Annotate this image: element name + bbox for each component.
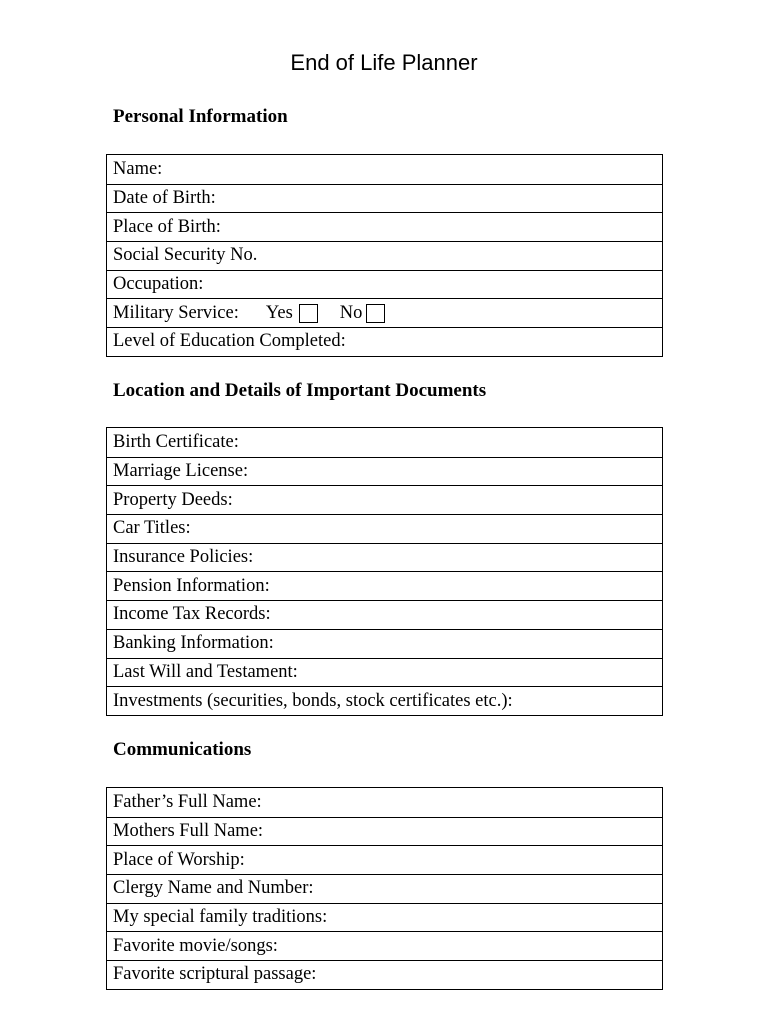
field-label: Name: — [113, 158, 163, 179]
field-income-tax-records[interactable] — [107, 600, 662, 629]
field-occupation[interactable] — [107, 270, 662, 299]
field-label: Pension Information: — [113, 575, 270, 596]
field-label: Father’s Full Name: — [113, 791, 262, 812]
field-label: Military Service: — [113, 302, 239, 323]
page-title: End of Life Planner — [290, 50, 478, 75]
field-favorite-movie-songs[interactable] — [107, 931, 662, 960]
field-family-traditions[interactable] — [107, 903, 662, 932]
field-label: Level of Education Completed: — [113, 331, 346, 352]
field-pension-information[interactable] — [107, 571, 662, 600]
field-label: Clergy Name and Number: — [113, 878, 314, 899]
field-social-security-no[interactable] — [107, 241, 662, 270]
field-favorite-scriptural-passage[interactable] — [107, 960, 662, 989]
military-no-label: No — [339, 302, 363, 323]
field-label: Property Deeds: — [113, 489, 233, 510]
field-label: Place of Birth: — [113, 216, 221, 237]
field-banking-information[interactable] — [107, 629, 662, 658]
field-label: Occupation: — [113, 274, 204, 295]
field-property-deeds[interactable] — [107, 485, 662, 514]
field-mothers-full-name[interactable] — [107, 817, 662, 846]
field-label: Banking Information: — [113, 633, 274, 654]
military-yes-checkbox[interactable] — [299, 304, 318, 323]
field-label: Date of Birth: — [113, 188, 216, 209]
field-label: Car Titles: — [113, 518, 191, 539]
field-clergy-name-number[interactable] — [107, 874, 662, 903]
field-insurance-policies[interactable] — [107, 543, 662, 572]
field-label: Income Tax Records: — [113, 604, 271, 625]
field-car-titles[interactable] — [107, 514, 662, 543]
field-label: Last Will and Testament: — [113, 661, 298, 682]
section-heading-personal-information: Personal Information — [113, 106, 288, 127]
field-label: Favorite scriptural passage: — [113, 964, 317, 985]
field-label: Favorite movie/songs: — [113, 935, 278, 956]
field-label: Social Security No. — [113, 245, 258, 266]
field-name[interactable] — [107, 155, 662, 184]
field-label: Insurance Policies: — [113, 547, 254, 568]
field-investments[interactable] — [107, 686, 662, 715]
important-documents-table — [106, 427, 663, 716]
field-military-service — [107, 298, 662, 327]
field-fathers-full-name[interactable] — [107, 788, 662, 817]
field-marriage-license[interactable] — [107, 457, 662, 486]
communications-table — [106, 787, 663, 990]
military-no-checkbox[interactable] — [366, 304, 385, 323]
field-birth-certificate[interactable] — [107, 428, 662, 457]
field-level-of-education[interactable] — [107, 327, 662, 356]
field-label: Mothers Full Name: — [113, 821, 264, 842]
military-yes-label: Yes — [265, 302, 293, 323]
section-heading-communications: Communications — [113, 739, 252, 760]
field-label: My special family traditions: — [113, 907, 328, 928]
personal-information-table — [106, 154, 663, 357]
field-last-will[interactable] — [107, 658, 662, 687]
field-label: Birth Certificate: — [113, 431, 239, 452]
field-label: Place of Worship: — [113, 849, 245, 870]
section-heading-important-documents: Location and Details of Important Documents — [113, 380, 487, 401]
field-place-of-worship[interactable] — [107, 845, 662, 874]
field-label: Investments (securities, bonds, stock certificates etc.): — [113, 690, 513, 711]
field-place-of-birth[interactable] — [107, 212, 662, 241]
field-label: Marriage License: — [113, 461, 249, 482]
field-date-of-birth[interactable] — [107, 184, 662, 213]
